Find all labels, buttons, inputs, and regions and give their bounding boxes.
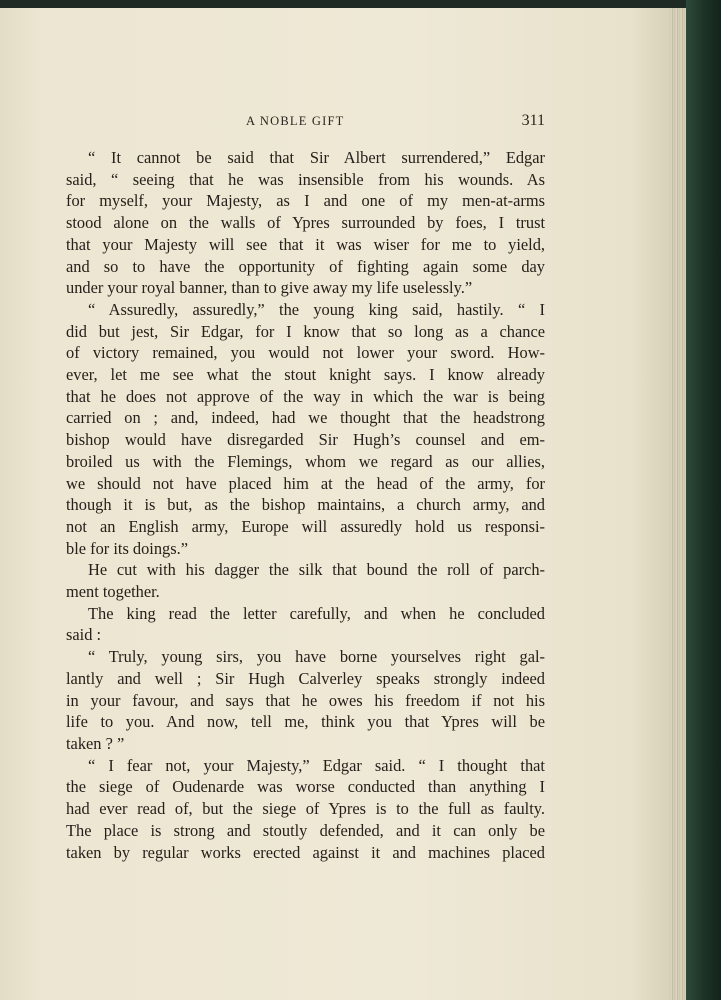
text-line: had ever read of, but the siege of Ypres is to the full as faulty. (66, 799, 545, 819)
text-line: carried on ; and, indeed, had we thought that the headstrong (66, 408, 545, 428)
page-header (0, 112, 545, 132)
text-line: the siege of Oudenarde was worse conducted than anything I (66, 777, 545, 797)
text-line: in your favour, and says that he owes his freedom if not his (66, 690, 545, 710)
text-line: we should not have placed him at the head of the army, for (66, 473, 545, 493)
text-line: “ Assuredly, assuredly,” the young king said, hastily. “ I (88, 299, 545, 319)
book-cover-edge (686, 0, 721, 1000)
text-line: life to you. And now, tell me, think you that Ypres will be (66, 712, 545, 732)
text-line: “ I fear not, your Majesty,” Edgar said. “ I thought that (88, 755, 545, 775)
text-line: taken ? ” (66, 733, 125, 753)
text-line: said, “ seeing that he was insensible from his wounds. As (66, 169, 545, 189)
text-line: that he does not approve of the way in which the war is being (66, 386, 545, 406)
text-line: that your Majesty will see that it was wiser for me to yield, (66, 234, 545, 254)
text-line: not an English army, Europe will assuredly hold us responsi- (66, 516, 545, 536)
text-line: ble for its doings.” (66, 538, 189, 558)
text-line: though it is but, as the bishop maintains, a church army, and (66, 495, 545, 515)
text-line: bishop would have disregarded Sir Hugh’s counsel and em- (66, 430, 545, 450)
text-line: ever, let me see what the stout knight says. I know already (66, 365, 545, 385)
text-line: and so to have the opportunity of fighting again some day (66, 256, 545, 276)
text-line: lantly and well ; Sir Hugh Calverley speaks strongly indeed (66, 668, 545, 688)
text-line: did but jest, Sir Edgar, for I know that so long as a chance (66, 321, 545, 341)
text-line: “ Truly, young sirs, you have borne yourselves right gal- (88, 647, 545, 667)
page (0, 8, 670, 1000)
text-line: for myself, your Majesty, as I and one of my men-at-arms (66, 191, 545, 211)
text-line: stood alone on the walls of Ypres surrounded by foes, I trust (66, 213, 545, 233)
page-number: 311 (521, 112, 545, 129)
text-line: ment together. (66, 582, 160, 602)
text-line: of victory remained, you would not lower your sword. How- (66, 343, 545, 363)
text-line: said : (66, 625, 102, 645)
text-line: taken by regular works erected against it and machines placed (66, 842, 545, 862)
text-line: The place is strong and stoutly defended, and it can only be (66, 820, 545, 840)
page-edges (668, 8, 686, 1000)
text-line: under your royal banner, than to give away my life uselessly.” (66, 278, 473, 298)
body-text (66, 147, 545, 863)
text-line: “ It cannot be said that Sir Albert surrendered,” Edgar (88, 148, 545, 167)
running-head: A NOBLE GIFT (246, 114, 345, 128)
text-line: He cut with his dagger the silk that bound the roll of parch- (88, 560, 545, 580)
text-line: broiled us with the Flemings, whom we regard as our allies, (66, 451, 545, 471)
text-line: The king read the letter carefully, and when he concluded (88, 603, 545, 623)
